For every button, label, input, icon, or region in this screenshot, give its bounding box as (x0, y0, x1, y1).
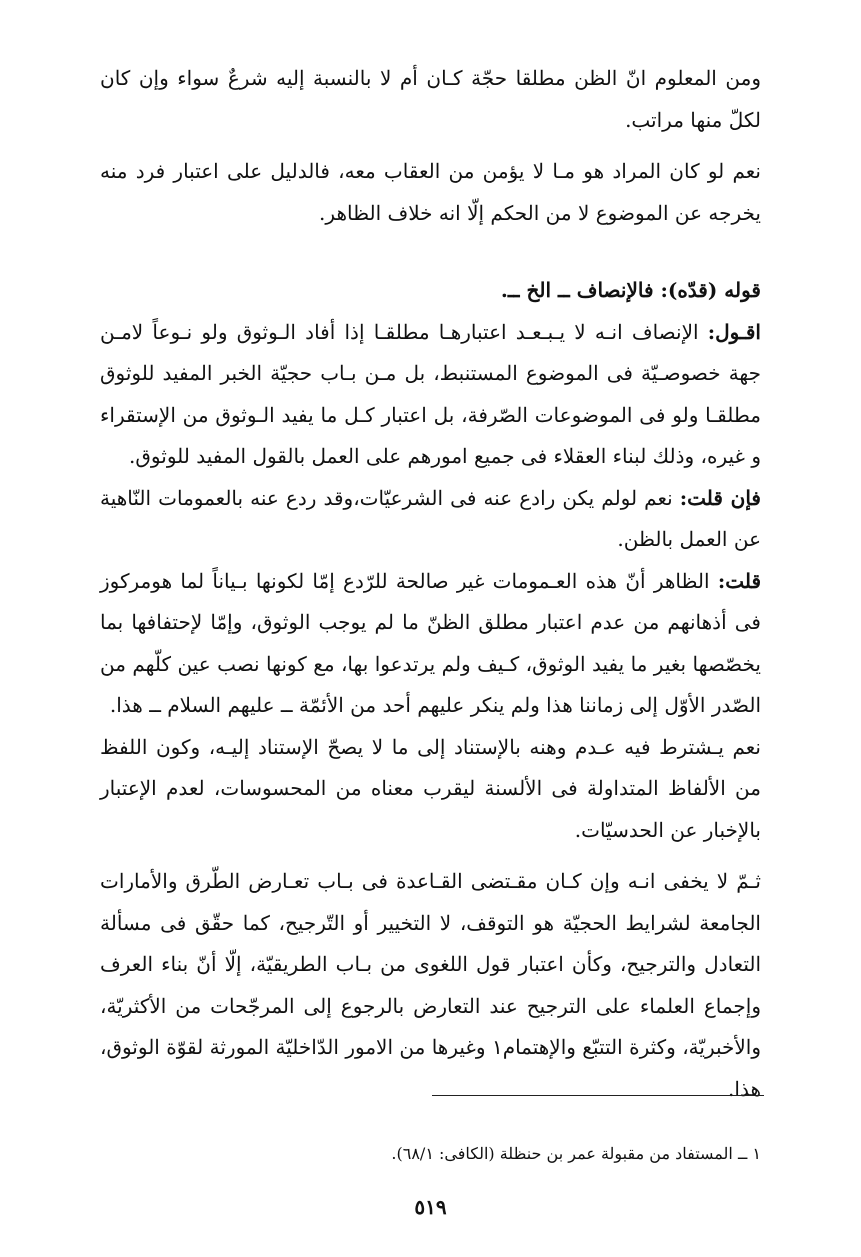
paragraph-4 (100, 312, 761, 478)
paragraph-gap (100, 141, 761, 151)
paragraph-body: نعم لولم يكن رادع عنه فى الشرعيّات،وقد ردع عنه بالعمومات النّاهية عن العمل بالظن. (100, 485, 761, 551)
paragraph-lead: فإن قلت: (679, 485, 761, 510)
paragraph-2: نعم لو كان المراد هو مـا لا يؤمن من العقاب معه، فالدليل على اعتبار فرد منه يخرجه عن الموضوع لا من الحكم إلّا انه خلاف الظاهر. (100, 159, 761, 225)
paragraph-1: ومن المعلوم انّ الظن مطلقا حجّة كـان أم لا بالنسبة إليه شرعٌ سواء وإن كان لكلّ منها مراتب. (100, 66, 761, 132)
paragraph-6 (100, 561, 761, 727)
paragraph-8: ثـمّ لا يخفى انـه وإن كـان مقـتضى القـاعدة فى بـاب تعـارض الطّرق والأمارات الجامعة لشرايط الحجيّة هو التوقف، لا التخيير أو التّرجيح، كما حقّق فى مسألة التعادل والترجيح، وكأن اعتبار قول اللغوى من بـاب الطريقيّة، إلّا أنّ بناء العرف وإجماع العلماء على الترجيح عند التعارض بالرجوع إلى المرجّحات من الأكثريّة، والأخبريّة، وكثرة التتبّع والإهتمام١ وغيرها من الامور الدّاخليّة المورثة لقوّة الوثوق، هذا. (100, 869, 762, 1101)
section-heading: قوله (قدّه): فالإنصاف ــ الخ ــ. (500, 278, 761, 302)
body-text (100, 58, 761, 1110)
page-number: ٥١٩ (414, 1195, 447, 1219)
paragraph-body: الظاهر أنّ هذه العـمومات غير صالحة للرّدع إمّا لكونها بـياناً لما هومركوز فى أذهانهم من عدم اعتبار مطلق الظنّ ما لم يوجب الوثوق، وإمّا لإحتفافها بما يخصّصها بغير ما يفيد الوثوق، كـيف ولم يرتدعوا بها، مع كونها نصب عين كلّهم من الصّدر الأوّل إلى زماننا هذا ولم ينكر عليهم أحد من الأئمّة ــ عليهم السلام ــ هذا. (100, 568, 761, 717)
paragraph-7: نعم يـشترط فيه عـدم وهنه بالإستناد إلى ما لا يصحّ الإستناد إليـه، وكون اللفظ من الألفاظ المتداولة فى الألسنة ليقرب معناه من المحسوسات، لعدم الإعتبار بالإخبار عن الحدسيّات. (100, 734, 761, 842)
paragraph-body: الإنصاف انـه لا يـبـعـد اعتبارهـا مطلقـا إذا أفاد الـوثوق ولو نـوعاً لامـن جهة خصوصـيّة فى الموضوع المستنبط، بل مـن بـاب حجيّة الخبر المفيد للوثوق مطلقـا ولو فى الموضوعات الصّرفة، بل اعتبار كـل ما يفيد الـوثوق من الإستقراء و غيره، وذلك لبناء العقلاء فى جميع امورهم على العمل بالقول المفيد للوثوق. (100, 319, 762, 468)
paragraph-gap (100, 851, 761, 861)
footnote-divider (432, 1095, 764, 1096)
section-gap (100, 234, 761, 270)
paragraph-lead: قلت: (717, 568, 762, 593)
footnote: ١ ــ المستفاد من مقبولة عمر بن حنظلة (الكافى: ٦٨/١). (391, 1144, 761, 1163)
paragraph-5 (100, 478, 761, 561)
paragraph-lead: اقـول: (707, 319, 761, 344)
